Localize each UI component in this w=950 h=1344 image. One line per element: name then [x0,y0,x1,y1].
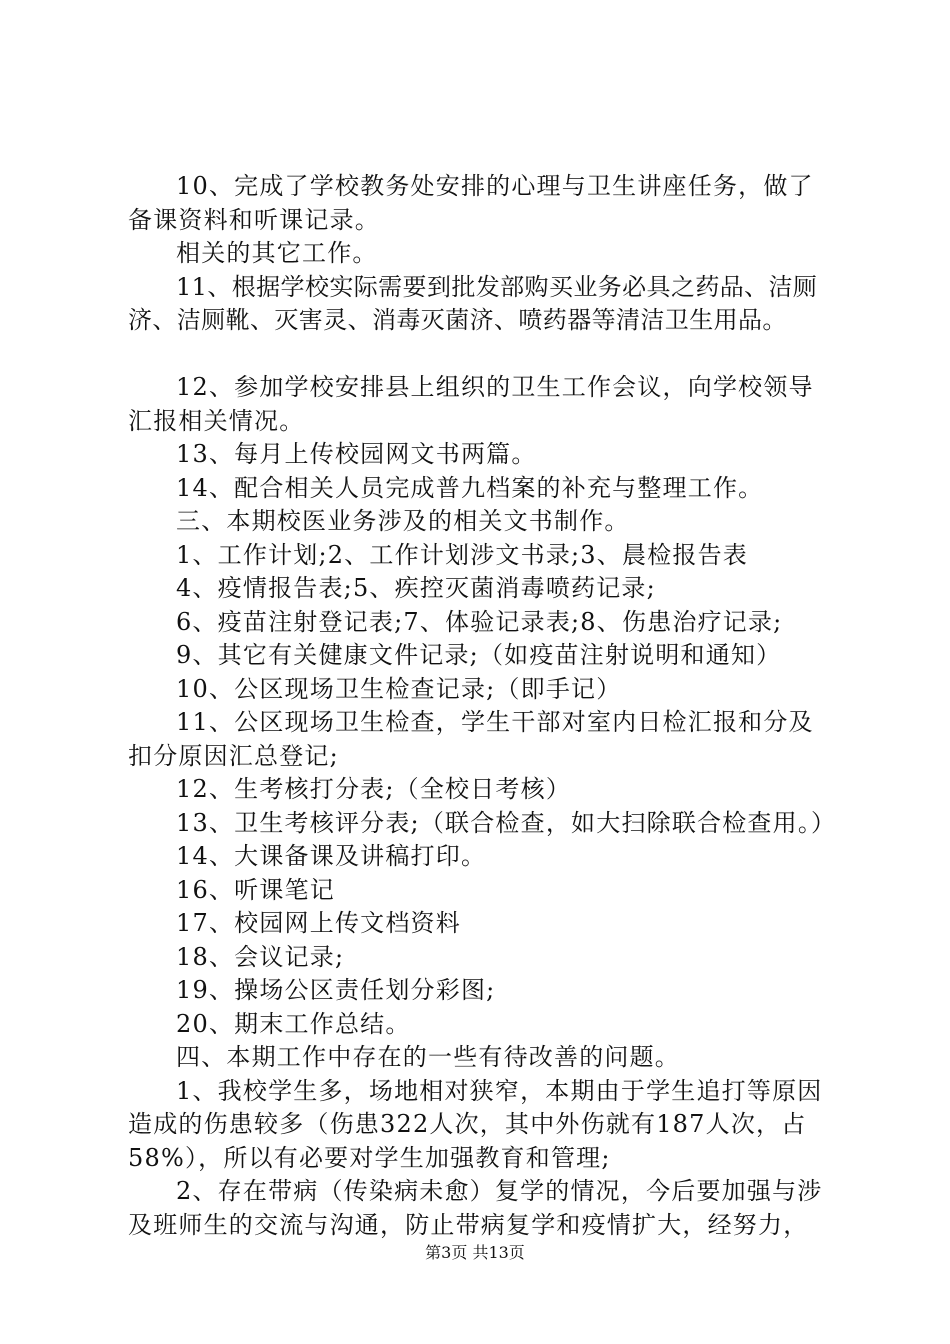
list-item-docs-1: 1、工作计划;2、工作计划涉文书录;3、晨检报告表 [176,540,748,569]
page-footer: 第3页 共13页 [425,1243,525,1262]
list-item-docs-12: 12、生考核打分表;（全校日考核） [176,775,572,803]
blank-line [128,338,838,372]
paragraph-related-work: 相关的其它工作。 [176,239,378,267]
paragraph-item-13-upload: 13、每月上传校园网文书两篇。 [176,440,537,468]
list-item-docs-19: 19、操场公区责任划分彩图; [176,976,496,1004]
list-item-docs-18: 18、会议记录; [176,942,345,971]
list-item-docs-4: 4、疫情报告表;5、疾控灭菌消毒喷药记录; [176,574,656,602]
paragraph-item-10-lecture: 10、完成了学校教务处安排的心理与卫生讲座任务，做了备课资料和听课记录。 [128,172,814,234]
list-item-docs-11: 11、公区现场卫生检查，学生干部对室内日检汇报和分及扣分原因汇总登记; [128,708,814,770]
paragraph-item-12-meeting: 12、参加学校安排县上组织的卫生工作会议，向学校领导汇报相关情况。 [128,373,814,435]
list-item-docs-14: 14、大课备课及讲稿打印。 [176,842,487,870]
section-heading-4: 四、本期工作中存在的一些有待改善的问题。 [176,1043,680,1071]
list-item-docs-13: 13、卫生考核评分表;（联合检查，如大扫除联合检查用。） [176,808,837,837]
document-body [128,170,838,1242]
list-item-docs-17: 17、校园网上传文档资料 [176,909,461,937]
paragraph-issue-2: 2、存在带病（传染病未愈）复学的情况，今后要加强与涉及班师生的交流与沟通，防止带病复学和疫情扩大，经努力， [128,1177,823,1239]
paragraph-issue-1: 1、我校学生多，场地相对狭窄，本期由于学生追打等原因造成的伤患较多（伤患322人次，其中外伤就有187人次，占58%），所以有必要对学生加强教育和管理; [128,1076,823,1172]
list-item-docs-6: 6、疫苗注射登记表;7、体验记录表;8、伤患治疗记录; [176,607,783,636]
list-item-docs-9: 9、其它有关健康文件记录;（如疫苗注射说明和通知） [176,641,782,669]
paragraph-item-11-supplies: 11、根据学校实际需要到批发部购买业务必具之药品、洁厕济、洁厕靴、灭害灵、消毒灭菌济、喷药器等清洁卫生用品。 [128,272,818,334]
list-item-docs-10: 10、公区现场卫生检查记录;（即手记） [176,674,622,703]
paragraph-item-14-archive: 14、配合相关人员完成普九档案的补充与整理工作。 [176,473,764,502]
section-heading-3: 三、本期校医业务涉及的相关文书制作。 [176,507,630,535]
list-item-docs-20: 20、期末工作总结。 [176,1009,411,1038]
list-item-docs-16: 16、听课笔记 [176,875,335,904]
